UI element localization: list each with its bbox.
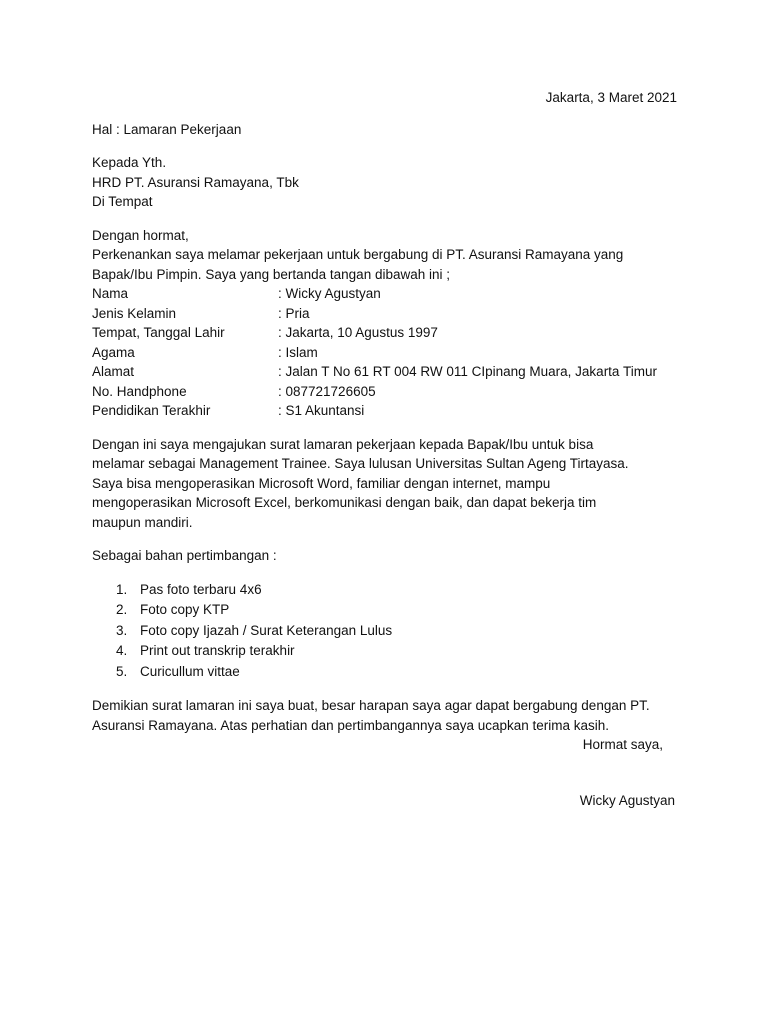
info-row (92, 343, 677, 363)
info-label: Jenis Kelamin (92, 305, 177, 321)
signer-name: Wicky Agustyan (579, 792, 675, 808)
info-label: Tempat, Tanggal Lahir (92, 325, 225, 340)
body-line: melamar sebagai Management Trainee. Saya lulusan Universitas Sultan Ageng Tirtayasa. (92, 456, 629, 471)
info-value: : Islam (278, 344, 318, 360)
recipient-line-1: Kepada Yth. (92, 155, 167, 170)
list-item (92, 662, 677, 683)
info-value: : 087721726605 (278, 383, 376, 399)
intro-line-1: Perkenankan saya melamar pekerjaan untuk bergabung di PT. Asuransi Ramayana yang (92, 247, 624, 262)
list-item-number: 5. (116, 663, 128, 679)
info-value: : S1 Akuntansi (278, 403, 365, 418)
recipient-block (92, 153, 677, 212)
body-line: Dengan ini saya mengajukan surat lamaran pekerjaan kepada Bapak/Ibu untuk bisa (92, 436, 594, 452)
list-item-text: Print out transkrip terakhir (140, 643, 295, 658)
info-label: Pendidikan Terakhir (92, 403, 211, 418)
list-item (92, 621, 677, 642)
info-value: : Wicky Agustyan (278, 286, 381, 301)
list-item-text: Foto copy KTP (140, 602, 230, 617)
list-item (92, 641, 677, 662)
closing-salutation: Hormat saya, (582, 737, 663, 752)
body-paragraph (92, 435, 677, 533)
attachments-list (92, 580, 677, 683)
letter-date: Jakarta, 3 Maret 2021 (545, 90, 677, 105)
info-label: No. Handphone (92, 383, 187, 399)
intro-line-2: Bapak/Ibu Pimpin. Saya yang bertanda tangan dibawah ini ; (92, 266, 450, 282)
info-value: : Jakarta, 10 Agustus 1997 (278, 325, 438, 340)
info-row (92, 323, 677, 343)
info-row (92, 304, 677, 324)
info-label: Alamat (92, 364, 135, 379)
list-item-number: 3. (116, 622, 128, 638)
info-row (92, 362, 677, 382)
letter-subject: Hal : Lamaran Pekerjaan (92, 121, 242, 137)
list-item-text: Pas foto terbaru 4x6 (140, 581, 262, 597)
application-letter (92, 88, 677, 810)
info-row (92, 382, 677, 402)
attachments-intro: Sebagai bahan pertimbangan : (92, 548, 277, 563)
applicant-info-table (92, 284, 677, 421)
info-value: : Jalan T No 61 RT 004 RW 011 CIpinang Muara, Jakarta Timur (278, 364, 657, 379)
greeting: Dengan hormat, (92, 227, 189, 243)
list-item (92, 600, 677, 621)
body-line: maupun mandiri. (92, 514, 193, 530)
closing-line-1: Demikian surat lamaran ini saya buat, besar harapan saya agar dapat bergabung dengan PT. (92, 698, 650, 713)
list-item-number: 1. (116, 581, 128, 597)
list-item (92, 580, 677, 601)
body-line: mengoperasikan Microsoft Excel, berkomunikasi dengan baik, dan dapat bekerja tim (92, 495, 597, 510)
info-label: Nama (92, 286, 129, 301)
info-value: : Pria (278, 305, 310, 321)
recipient-line-3: Di Tempat (92, 194, 153, 209)
closing-line-2: Asuransi Ramayana. Atas perhatian dan pertimbangannya saya ucapkan terima kasih. (92, 717, 610, 733)
recipient-line-2: HRD PT. Asuransi Ramayana, Tbk (92, 174, 299, 190)
list-item-number: 4. (116, 643, 128, 658)
list-item-text: Curicullum vittae (140, 663, 240, 679)
info-label: Agama (92, 344, 135, 360)
list-item-text: Foto copy Ijazah / Surat Keterangan Lulus (140, 622, 393, 638)
body-line: Saya bisa mengoperasikan Microsoft Word, familiar dengan internet, mampu (92, 475, 551, 491)
info-row (92, 401, 677, 421)
info-row (92, 284, 677, 304)
list-item-number: 2. (116, 602, 128, 617)
